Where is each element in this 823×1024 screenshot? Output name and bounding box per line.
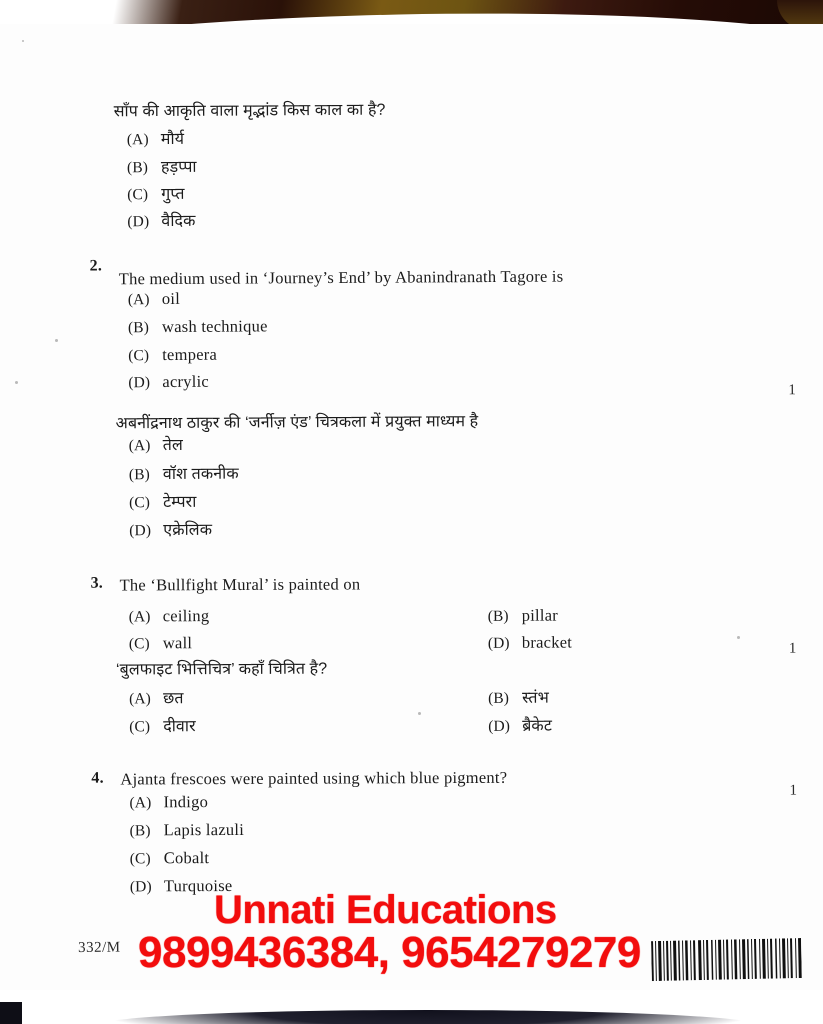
option-text: wall	[162, 633, 193, 653]
option-letter: (B)	[129, 822, 151, 840]
desk-corner-left	[0, 1002, 22, 1024]
option-letter: (C)	[127, 186, 149, 204]
option-text: ceiling	[162, 606, 210, 626]
paper-shadow	[99, 1010, 757, 1024]
option-text: वैदिक	[161, 212, 196, 231]
option-letter: (D)	[129, 522, 152, 540]
question-1-stem: साँप की आकृति वाला मृद्भांड किस काल का है?	[113, 101, 386, 121]
option-letter: (A)	[126, 131, 149, 149]
option-letter: (C)	[129, 718, 151, 736]
option-text: छत	[163, 690, 184, 708]
question-2-stem: The medium used in ‘Journey’s End’ by Abanindranath Tagore is	[118, 266, 564, 289]
option-letter: (A)	[127, 291, 150, 309]
question-4-number: 4.	[91, 769, 104, 787]
option-text: हड़प्पा	[160, 158, 197, 177]
option-text: वॉश तकनीक	[162, 465, 239, 484]
option-text: Cobalt	[163, 848, 210, 868]
option-text: acrylic	[162, 371, 210, 392]
watermark-brand: Unnati Educations	[214, 888, 557, 932]
option-letter: (C)	[129, 850, 151, 868]
option-letter: (D)	[128, 374, 151, 392]
option-letter: (A)	[129, 794, 152, 812]
option-text: wash technique	[161, 316, 268, 337]
question-2-marks: 1	[788, 382, 796, 399]
question-3-marks: 1	[788, 640, 797, 657]
question-4-option-c[interactable]	[130, 848, 210, 868]
option-text: pillar	[521, 605, 559, 625]
option-text: तेल	[162, 436, 183, 455]
question-4-stem: Ajanta frescoes were painted using which blue pigment?	[120, 767, 508, 789]
option-text: Lapis lazuli	[163, 819, 245, 840]
question-2-number: 2.	[89, 257, 103, 275]
option-letter: (B)	[127, 319, 150, 337]
option-text: oil	[161, 288, 181, 309]
option-letter: (B)	[128, 466, 150, 484]
option-letter: (C)	[128, 347, 150, 365]
option-letter: (B)	[488, 689, 510, 707]
barcode	[651, 938, 802, 981]
option-text: स्तंभ	[522, 689, 549, 707]
question-3-number: 3.	[90, 574, 103, 592]
question-4-option-a[interactable]	[129, 792, 208, 812]
page-footer-code: 332/M	[78, 939, 121, 956]
option-text: ब्रैकेट	[522, 717, 553, 735]
option-letter: (D)	[127, 213, 150, 231]
option-letter: (D)	[488, 717, 511, 735]
question-3-stem-hindi: ‘बुलफाइट भित्तिचित्र’ कहाँ चित्रित है?	[115, 660, 328, 679]
option-text: गुप्त	[161, 185, 185, 204]
option-letter: (D)	[129, 878, 152, 896]
option-letter: (C)	[128, 635, 150, 653]
option-text: Turquoise	[163, 875, 233, 896]
option-text: दीवार	[163, 718, 196, 736]
option-text: Indigo	[163, 792, 209, 812]
option-letter: (A)	[129, 690, 151, 708]
question-4-option-b[interactable]	[130, 820, 245, 840]
option-text: टेम्परा	[163, 493, 197, 512]
option-letter: (C)	[129, 494, 151, 512]
question-4-marks: 1	[789, 782, 797, 799]
option-letter: (A)	[128, 437, 151, 455]
desk-surface-bottom	[0, 986, 823, 1024]
question-3-stem: The ‘Bullfight Mural’ is painted on	[119, 574, 361, 595]
option-text: bracket	[521, 632, 573, 652]
watermark-phone: 9899436384, 9654279279	[138, 928, 641, 977]
option-text: tempera	[162, 344, 218, 365]
option-letter: (A)	[128, 608, 151, 626]
option-text: मौर्य	[160, 130, 185, 149]
option-text: एक्रेलिक	[163, 521, 213, 540]
option-letter: (B)	[126, 159, 149, 177]
option-letter: (B)	[487, 607, 509, 625]
question-2-stem-hindi: अबनींद्रनाथ ठाकुर की ‘जर्नीज़ एंड’ चित्रकला में प्रयुक्त माध्यम है	[115, 413, 479, 433]
option-letter: (D)	[487, 634, 510, 652]
